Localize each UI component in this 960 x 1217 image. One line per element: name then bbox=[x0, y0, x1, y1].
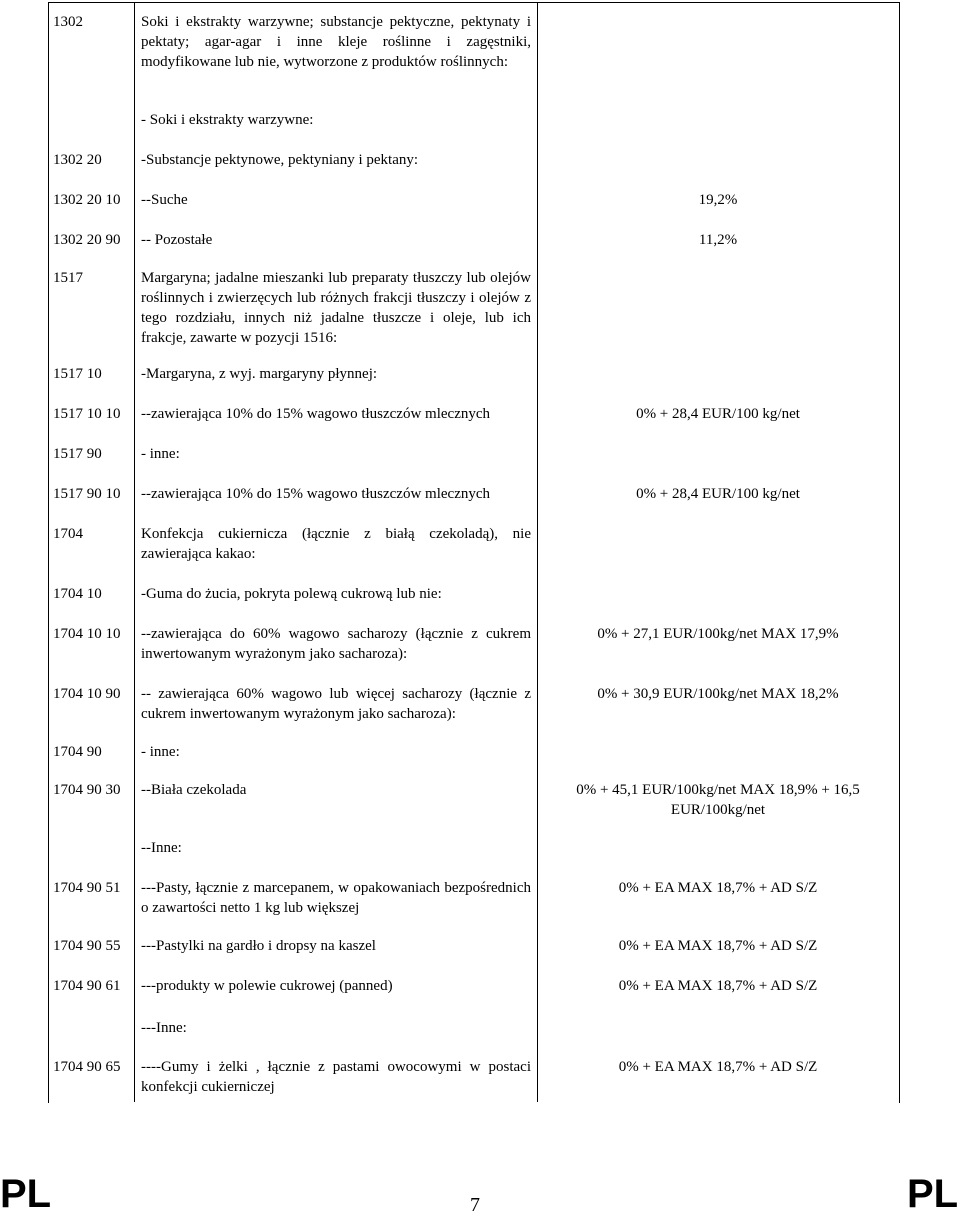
tariff-code: 1302 bbox=[53, 14, 83, 30]
column-divider-rate bbox=[537, 2, 538, 1102]
tariff-code: 1517 10 bbox=[53, 366, 102, 382]
tariff-code: 1704 90 bbox=[53, 744, 102, 760]
tariff-code: 1704 10 90 bbox=[53, 686, 121, 702]
tariff-code: 1302 20 90 bbox=[53, 232, 121, 248]
tariff-description: Soki i ekstrakty warzywne; substancje pektyczne, pektynaty i pektaty; agar-agar i inne kleje roślinne i zagęstniki, modyfikowane lub nie, wytworzone z produktów roślinnych: bbox=[141, 14, 531, 70]
tariff-description: --Biała czekolada bbox=[141, 782, 247, 798]
tariff-description: ---Inne: bbox=[141, 1020, 187, 1036]
tariff-description: -Substancje pektynowe, pektyniany i pektany: bbox=[141, 152, 419, 168]
tariff-code: 1704 10 bbox=[53, 586, 102, 602]
tariff-description: --zawierająca 10% do 15% wagowo tłuszczów mlecznych bbox=[141, 406, 491, 422]
tariff-description: --zawierająca 10% do 15% wagowo tłuszczów mlecznych bbox=[141, 486, 491, 502]
tariff-code: 1704 10 10 bbox=[53, 626, 121, 642]
tariff-description: - inne: bbox=[141, 446, 180, 462]
tariff-code: 1302 20 10 bbox=[53, 192, 121, 208]
tariff-description: ---Pastylki na gardło i dropsy na kaszel bbox=[141, 938, 376, 954]
tariff-rate: 0% + 45,1 EUR/100kg/net MAX 18,9% + 16,5 EUR/100kg/net bbox=[576, 782, 860, 818]
tariff-rate: 0% + EA MAX 18,7% + AD S/Z bbox=[618, 880, 818, 896]
tariff-description: -- zawierająca 60% wagowo lub więcej sacharozy (łącznie z cukrem inwertowanym wyrażonym jako sacharoza): bbox=[141, 686, 531, 722]
tariff-rate: 0% + 28,4 EUR/100 kg/net bbox=[636, 406, 800, 422]
tariff-code: 1302 20 bbox=[53, 152, 102, 168]
tariff-code: 1517 bbox=[53, 270, 83, 286]
tariff-description: ----Gumy i żelki , łącznie z pastami owocowymi w postaci konfekcji cukierniczej bbox=[141, 1059, 531, 1095]
tariff-description: --Inne: bbox=[141, 840, 182, 856]
tariff-description: Konfekcja cukiernicza (łącznie z białą czekoladą), nie zawierająca kakao: bbox=[141, 526, 531, 562]
tariff-rate: 0% + 30,9 EUR/100kg/net MAX 18,2% bbox=[597, 686, 839, 702]
tariff-description: --Suche bbox=[141, 192, 188, 208]
tariff-rate: 0% + EA MAX 18,7% + AD S/Z bbox=[618, 938, 818, 954]
tariff-code: 1517 90 10 bbox=[53, 486, 121, 502]
tariff-rate: 19,2% bbox=[698, 192, 738, 208]
tariff-rate: 0% + EA MAX 18,7% + AD S/Z bbox=[618, 978, 818, 994]
tariff-description: - Soki i ekstrakty warzywne: bbox=[141, 112, 314, 128]
tariff-code: 1704 90 65 bbox=[53, 1059, 121, 1075]
tariff-code: 1517 90 bbox=[53, 446, 102, 462]
tariff-description: - inne: bbox=[141, 744, 180, 760]
tariff-code: 1704 bbox=[53, 526, 83, 542]
tariff-rate: 11,2% bbox=[698, 232, 738, 248]
tariff-code: 1704 90 55 bbox=[53, 938, 121, 954]
tariff-rate: 0% + 28,4 EUR/100 kg/net bbox=[636, 486, 800, 502]
tariff-code: 1704 90 51 bbox=[53, 880, 121, 896]
column-divider-code bbox=[134, 2, 135, 1102]
tariff-description: Margaryna; jadalne mieszanki lub preparaty tłuszczy lub olejów roślinnych i zwierzęcych lub różnych frakcji tłuszczy i olejów z tego rozdziału, innych niż jadalne tłuszcze i oleje, lub ich frakcje, zawarte w pozycji 1516: bbox=[141, 270, 531, 346]
tariff-description: ---Pasty, łącznie z marcepanem, w opakowaniach bezpośrednich o zawartości netto 1 kg lub większej bbox=[141, 880, 531, 916]
tariff-description: ---produkty w polewie cukrowej (panned) bbox=[141, 978, 393, 994]
tariff-description: --zawierająca do 60% wagowo sacharozy (łącznie z cukrem inwertowanym wyrażonym jako sacharoza): bbox=[141, 626, 531, 662]
tariff-code: 1704 90 30 bbox=[53, 782, 121, 798]
tariff-description: -Guma do żucia, pokryta polewą cukrową lub nie: bbox=[141, 586, 442, 602]
page-number: 7 bbox=[470, 1194, 480, 1216]
footer-left-country: PL bbox=[0, 1172, 52, 1216]
tariff-code: 1517 10 10 bbox=[53, 406, 121, 422]
footer-right-country: PL bbox=[907, 1172, 959, 1216]
tariff-code: 1704 90 61 bbox=[53, 978, 121, 994]
tariff-description: -- Pozostałe bbox=[141, 232, 213, 248]
tariff-description: -Margaryna, z wyj. margaryny płynnej: bbox=[141, 366, 378, 382]
tariff-rate: 0% + EA MAX 18,7% + AD S/Z bbox=[618, 1059, 818, 1075]
tariff-rate: 0% + 27,1 EUR/100kg/net MAX 17,9% bbox=[597, 626, 839, 642]
